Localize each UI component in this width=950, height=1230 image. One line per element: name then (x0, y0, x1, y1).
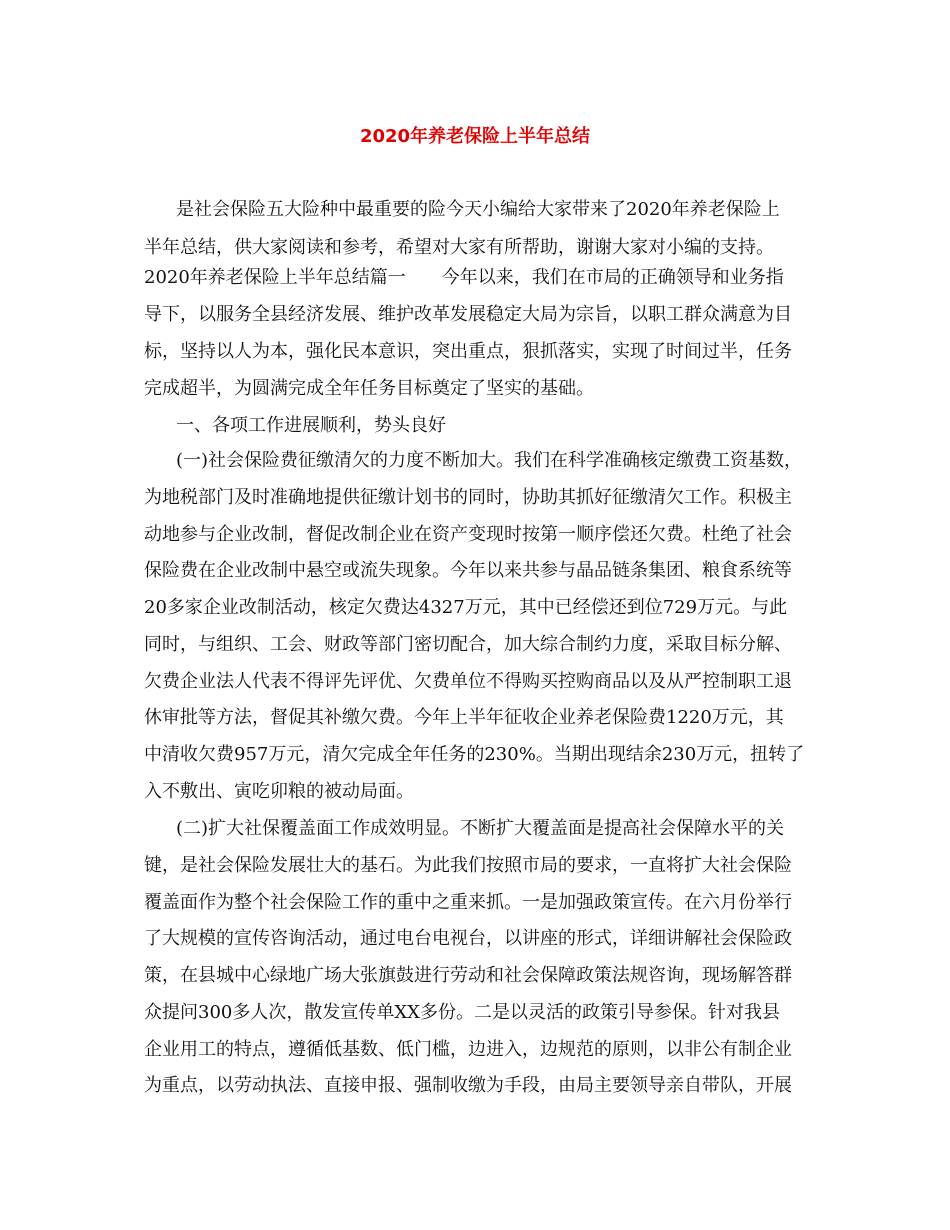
paragraph-line: 20多家企业改制活动，核定欠费达4327万元，其中已经偿还到位729万元。与此 (144, 597, 788, 618)
paragraph-line: 键，是社会保险发展壮大的基石。为此我们按照市局的要求，一直将扩大社会保险 (144, 855, 792, 876)
paragraph-line: 中清收欠费957万元，清欠完成全年任务的230%。当期出现结余230万元，扭转了 (144, 744, 805, 765)
paragraph-line: 策，在县城中心绿地广场大张旗鼓进行劳动和社会保障政策法规咨询，现场解答群 (144, 965, 792, 986)
paragraph-line: 为重点，以劳动执法、直接申报、强制收缴为手段，由局主要领导亲自带队，开展 (144, 1075, 792, 1096)
paragraph-line: 覆盖面作为整个社会保险工作的重中之重来抓。一是加强政策宣传。在六月份举行 (144, 892, 792, 913)
paragraph-line: (一)社会保险费征缴清欠的力度不断加大。我们在科学准确核定缴费工资基数， (176, 450, 803, 471)
paragraph-line: 休审批等方法，督促其补缴欠费。今年上半年征收企业养老保险费1220万元，其 (144, 707, 784, 728)
paragraph-line: 保险费在企业改制中悬空或流失现象。今年以来共参与晶品链条集团、粮食系统等 (144, 560, 792, 581)
paragraph-line: (二)扩大社保覆盖面工作成效明显。不断扩大覆盖面是提高社会保障水平的关 (176, 818, 785, 839)
paragraph-line: 标，坚持以人为本，强化民本意识，突出重点，狠抓落实，实现了时间过半，任务 (144, 341, 792, 362)
paragraph-line: 众提问300多人次，散发宣传单XX多份。二是以灵活的政策引导参保。针对我县 (144, 1002, 780, 1023)
paragraph-line: 企业用工的特点，遵循低基数、低门槛，边进入，边规范的原则，以非公有制企业 (144, 1039, 792, 1060)
section-heading: 一、各项工作进展顺利，势头良好 (176, 415, 446, 436)
paragraph-line: 欠费企业法人代表不得评先评优、欠费单位不得购买控购商品以及从严控制职工退 (144, 671, 792, 692)
paragraph-line: 了大规模的宣传咨询活动，通过电台电视台，以讲座的形式，详细讲解社会保险政 (144, 928, 792, 949)
paragraph-line: 动地参与企业改制，督促改制企业在资产变现时按第一顺序偿还欠费。杜绝了社会 (144, 524, 792, 545)
paragraph-line: 半年总结，供大家阅读和参考，希望对大家有所帮助，谢谢大家对小编的支持。 (144, 237, 774, 258)
paragraph-line: 完成超半，为圆满完成全年任务目标奠定了坚实的基础。 (144, 378, 594, 399)
paragraph-line: 入不敷出、寅吃卯粮的被动局面。 (144, 781, 414, 802)
paragraph-line: 是社会保险五大险种中最重要的险今天小编给大家带来了2020年养老保险上 (176, 199, 780, 220)
paragraph-line: 导下，以服务全县经济发展、维护改革发展稳定大局为宗旨，以职工群众满意为目 (144, 304, 792, 325)
paragraph-line: 同时，与组织、工会、财政等部门密切配合，加大综合制约力度，采取目标分解、 (144, 634, 792, 655)
document-title: 2020年养老保险上半年总结 (359, 126, 591, 147)
paragraph-line: 为地税部门及时准确地提供征缴计划书的同时，协助其抓好征缴清欠工作。积极主 (144, 487, 792, 508)
paragraph-line: 2020年养老保险上半年总结篇一 今年以来，我们在市局的正确领导和业务指 (144, 267, 784, 288)
